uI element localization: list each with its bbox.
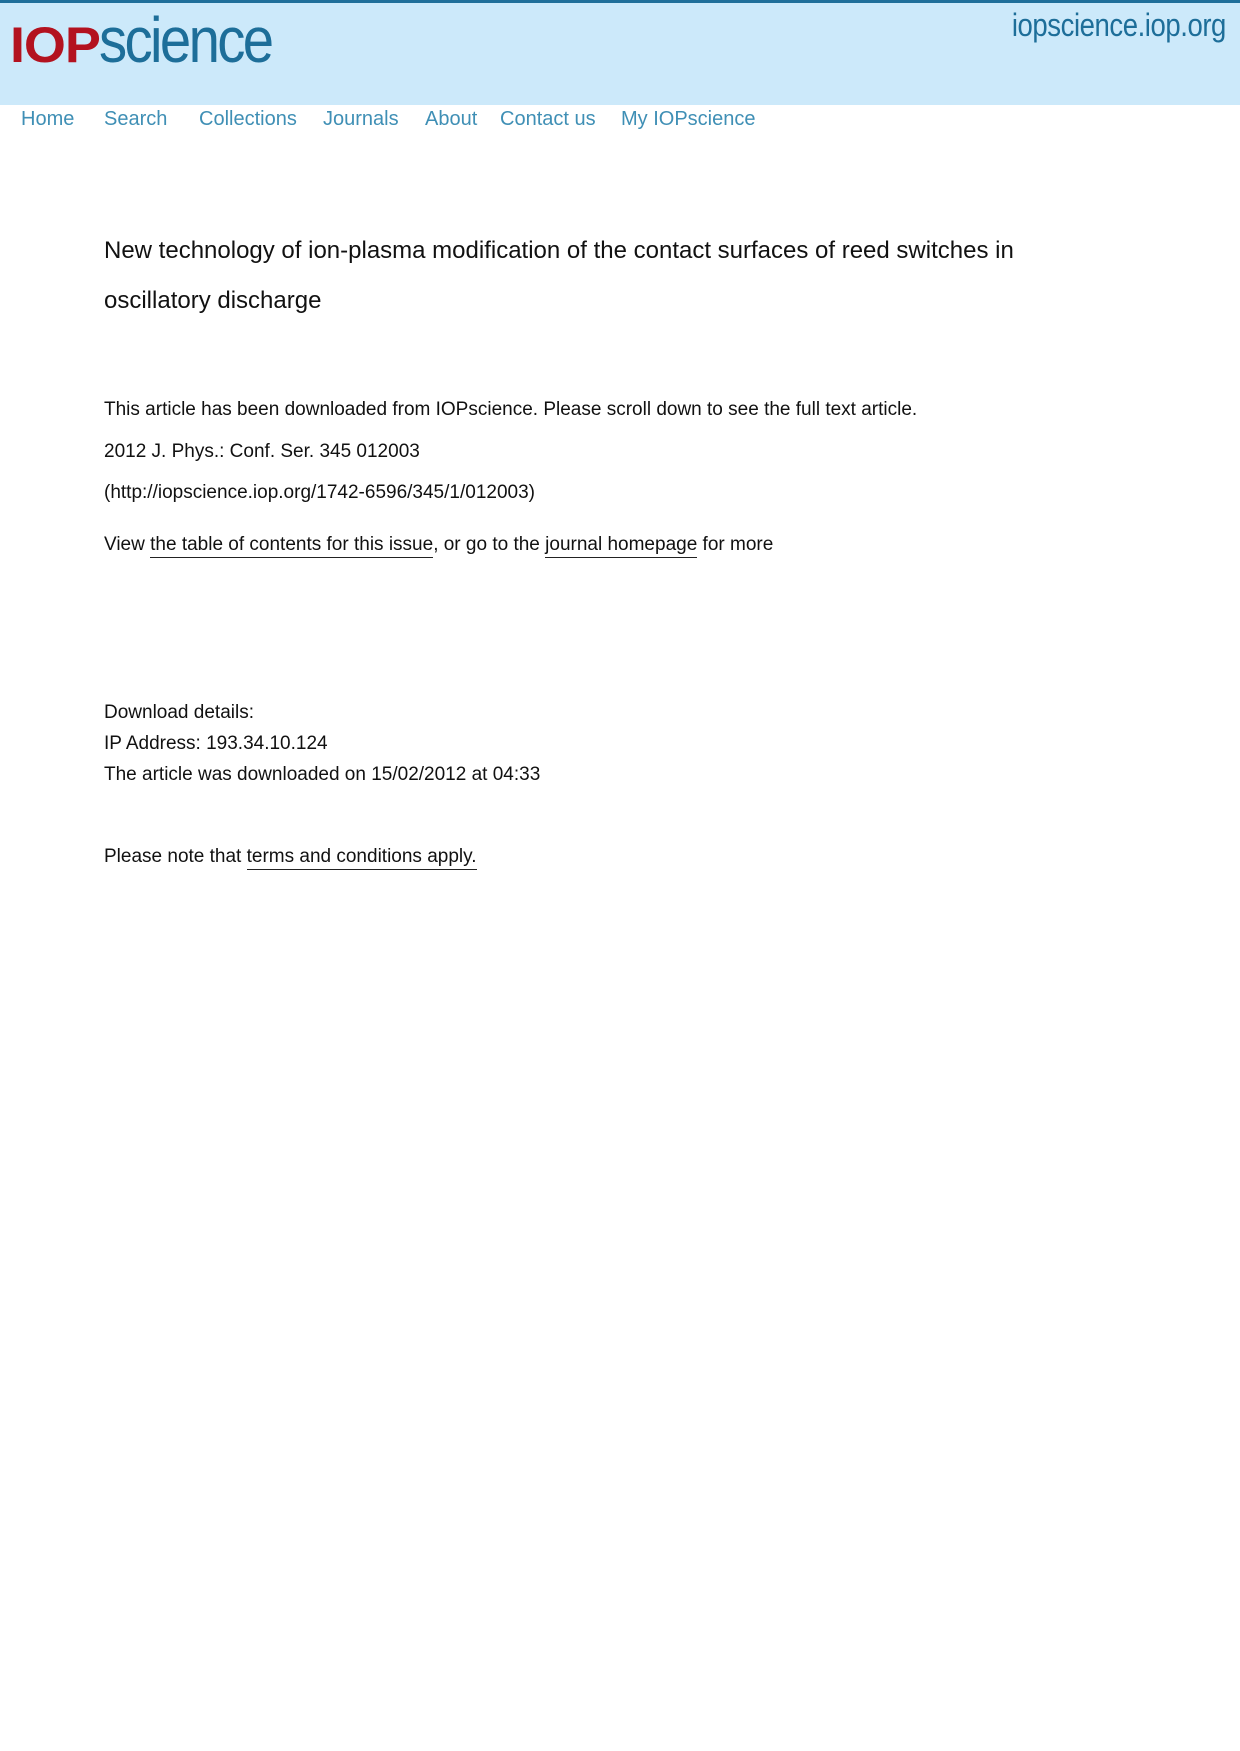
nav-contact-us[interactable]: Contact us — [500, 108, 596, 130]
nav-collections[interactable]: Collections — [199, 108, 297, 130]
nav-home[interactable]: Home — [21, 108, 75, 130]
site-header — [0, 3, 1240, 105]
terms-prefix: Please note that — [104, 846, 247, 867]
download-notice: This article has been downloaded from IOPscience. Please scroll down to see the full text article. — [104, 399, 918, 420]
nav-search[interactable]: Search — [104, 108, 168, 130]
view-links-line — [104, 534, 773, 556]
site-url[interactable]: iopscience.iop.org — [1011, 7, 1226, 43]
article-title: New technology of ion-plasma modification of the contact surfaces of reed switches in oscillatory discharge — [104, 237, 1014, 314]
terms-and-conditions-link[interactable]: terms and conditions apply. — [247, 846, 477, 870]
view-suffix: for more — [697, 534, 774, 555]
article-citation: 2012 J. Phys.: Conf. Ser. 345 012003 — [104, 441, 420, 462]
download-timestamp: The article was downloaded on 15/02/2012 at 04:33 — [104, 764, 541, 785]
main-nav — [0, 108, 1240, 138]
ip-address: IP Address: 193.34.10.124 — [104, 733, 328, 754]
table-of-contents-link[interactable]: the table of contents for this issue — [150, 534, 433, 558]
article-url: (http://iopscience.iop.org/1742-6596/345/1/012003) — [104, 482, 535, 503]
iopscience-logo[interactable] — [10, 5, 295, 75]
terms-line — [104, 846, 477, 868]
view-prefix: View — [104, 534, 151, 555]
logo-iop-text: IOP — [10, 17, 100, 73]
journal-homepage-link[interactable]: journal homepage — [545, 534, 697, 558]
nav-my-iopscience[interactable]: My IOPscience — [621, 108, 756, 130]
nav-about[interactable]: About — [425, 108, 478, 130]
download-details-heading: Download details: — [104, 702, 254, 723]
view-middle: , or go to the — [433, 534, 546, 555]
nav-journals[interactable]: Journals — [323, 108, 399, 130]
logo-science-text: science — [99, 4, 272, 76]
